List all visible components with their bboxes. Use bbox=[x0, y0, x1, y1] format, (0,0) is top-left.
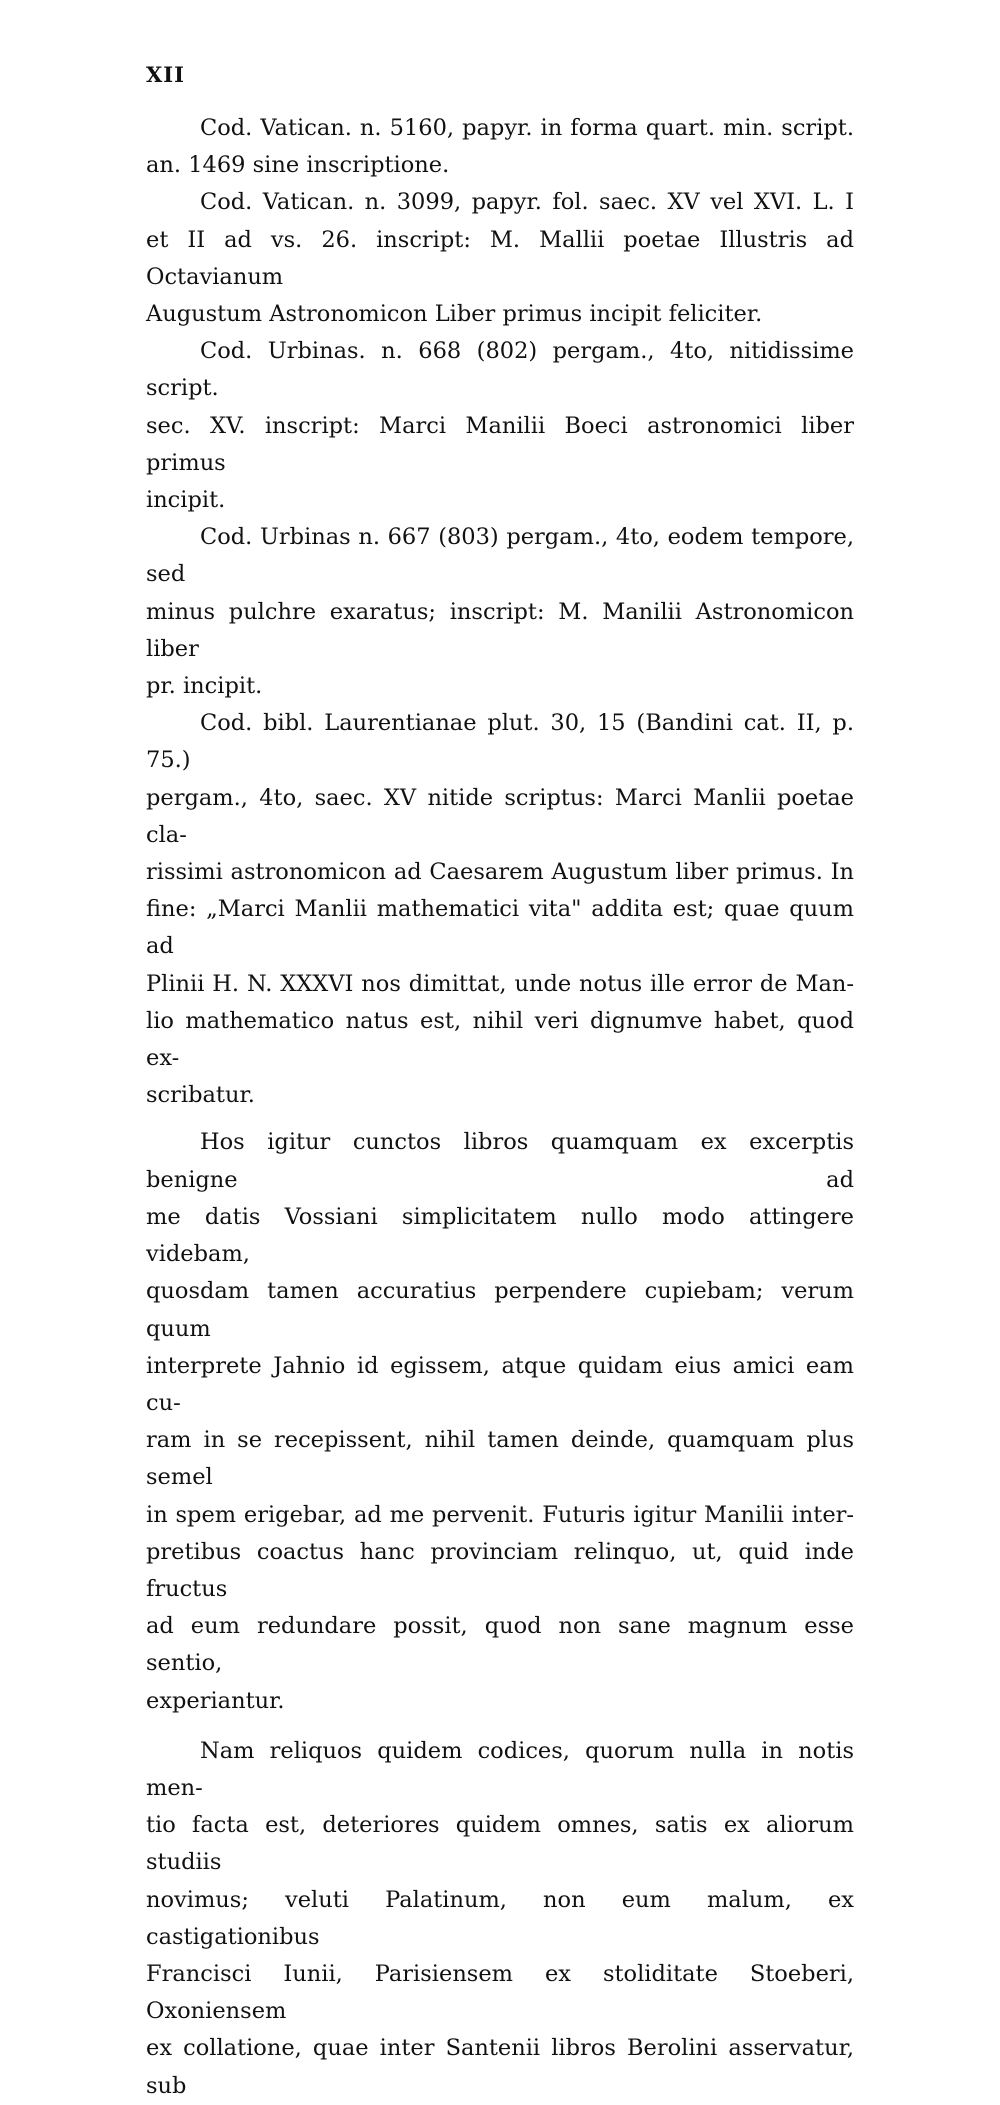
paragraph-hos-igitur bbox=[146, 1124, 854, 1719]
text-line: interprete Jahnio id egissem, atque quidam eius amici eam cu- bbox=[146, 1352, 854, 1416]
text-line: fine: „Marci Manlii mathematici vita" addita est; quae quum ad bbox=[146, 896, 854, 960]
text-line: experiantur. bbox=[146, 1687, 285, 1714]
text-line: Cod. Vatican. n. 3099, papyr. fol. saec. XV vel XVI. L. I bbox=[200, 189, 854, 216]
text-line: pergam., 4to, saec. XV nitide scriptus: Marci Manlii poetae cla- bbox=[146, 784, 854, 848]
text-line: et II ad vs. 26. inscript: M. Mallii poetae Illustris ad Octavianum bbox=[146, 226, 854, 290]
text-line: in spem erigebar, ad me pervenit. Futuris igitur Manilii inter- bbox=[146, 1501, 854, 1528]
paragraph-cod-urbinas-668 bbox=[146, 333, 854, 519]
paragraph-cod-vatican-5160 bbox=[146, 110, 854, 184]
text-line: ad eum redundare possit, quod non sane magnum esse sentio, bbox=[146, 1613, 854, 1677]
text-body bbox=[146, 110, 854, 2105]
paragraph-cod-laurentianae bbox=[146, 705, 854, 1114]
text-line: sec. XV. inscript: Marci Manilii Boeci astronomici liber primus bbox=[146, 412, 854, 476]
text-line: minus pulchre exaratus; inscript: M. Manilii Astronomicon liber bbox=[146, 598, 854, 662]
text-line: Augustum Astronomicon Liber primus incipit feliciter. bbox=[146, 301, 763, 328]
text-line: quosdam tamen accuratius perpendere cupiebam; verum quum bbox=[146, 1278, 854, 1342]
text-line: lio mathematico natus est, nihil veri dignumve habet, quod ex- bbox=[146, 1007, 854, 1072]
text-line: an. 1469 sine inscriptione. bbox=[146, 152, 450, 179]
text-line: pr. incipit. bbox=[146, 673, 263, 700]
text-line: Plinii H. N. XXXVI nos dimittat, unde notus ille error de Man- bbox=[146, 970, 854, 997]
text-line: Cod. Urbinas. n. 668 (802) pergam., 4to, nitidissime script. bbox=[146, 338, 854, 402]
text-line: tio facta est, deteriores quidem omnes, satis ex aliorum studiis bbox=[146, 1812, 854, 1876]
text-line: me datis Vossiani simplicitatem nullo modo attingere videbam, bbox=[146, 1203, 854, 1268]
text-line: scribatur. bbox=[146, 1082, 255, 1109]
text-line: Cod. Urbinas n. 667 (803) pergam., 4to, eodem tempore, sed bbox=[146, 524, 854, 588]
text-line: novimus; veluti Palatinum, non eum malum, ex castigationibus bbox=[146, 1886, 854, 1950]
text-line: ex collatione, quae inter Santenii libros Berolini asservatur, sub bbox=[146, 2035, 854, 2099]
paragraph-nam-reliquos bbox=[146, 1733, 854, 2105]
text-line: pretibus coactus hanc provinciam relinquo, ut, quid inde fructus bbox=[146, 1538, 854, 1602]
page-number: XII bbox=[146, 62, 185, 87]
text-line: Cod. bibl. Laurentianae plut. 30, 15 (Bandini cat. II, p. 75.) bbox=[146, 710, 854, 774]
text-line: ram in se recepissent, nihil tamen deinde, quamquam plus semel bbox=[146, 1427, 854, 1491]
text-line: Hos igitur cunctos libros quamquam ex excerptis benigne ad bbox=[146, 1129, 854, 1193]
paragraph-cod-urbinas-667 bbox=[146, 519, 854, 705]
paragraph-cod-vatican-3099 bbox=[146, 184, 854, 333]
text-line: Francisci Iunii, Parisiensem ex stoliditate Stoeberi, Oxoniensem bbox=[146, 1960, 854, 2025]
text-line: Nam reliquos quidem codices, quorum nulla in notis men- bbox=[146, 1737, 854, 1801]
text-line: incipit. bbox=[146, 487, 226, 514]
text-line: rissimi astronomicon ad Caesarem Augustum liber primus. In bbox=[146, 859, 854, 886]
text-line: Cod. Vatican. n. 5160, papyr. in forma quart. min. script. bbox=[200, 115, 854, 141]
